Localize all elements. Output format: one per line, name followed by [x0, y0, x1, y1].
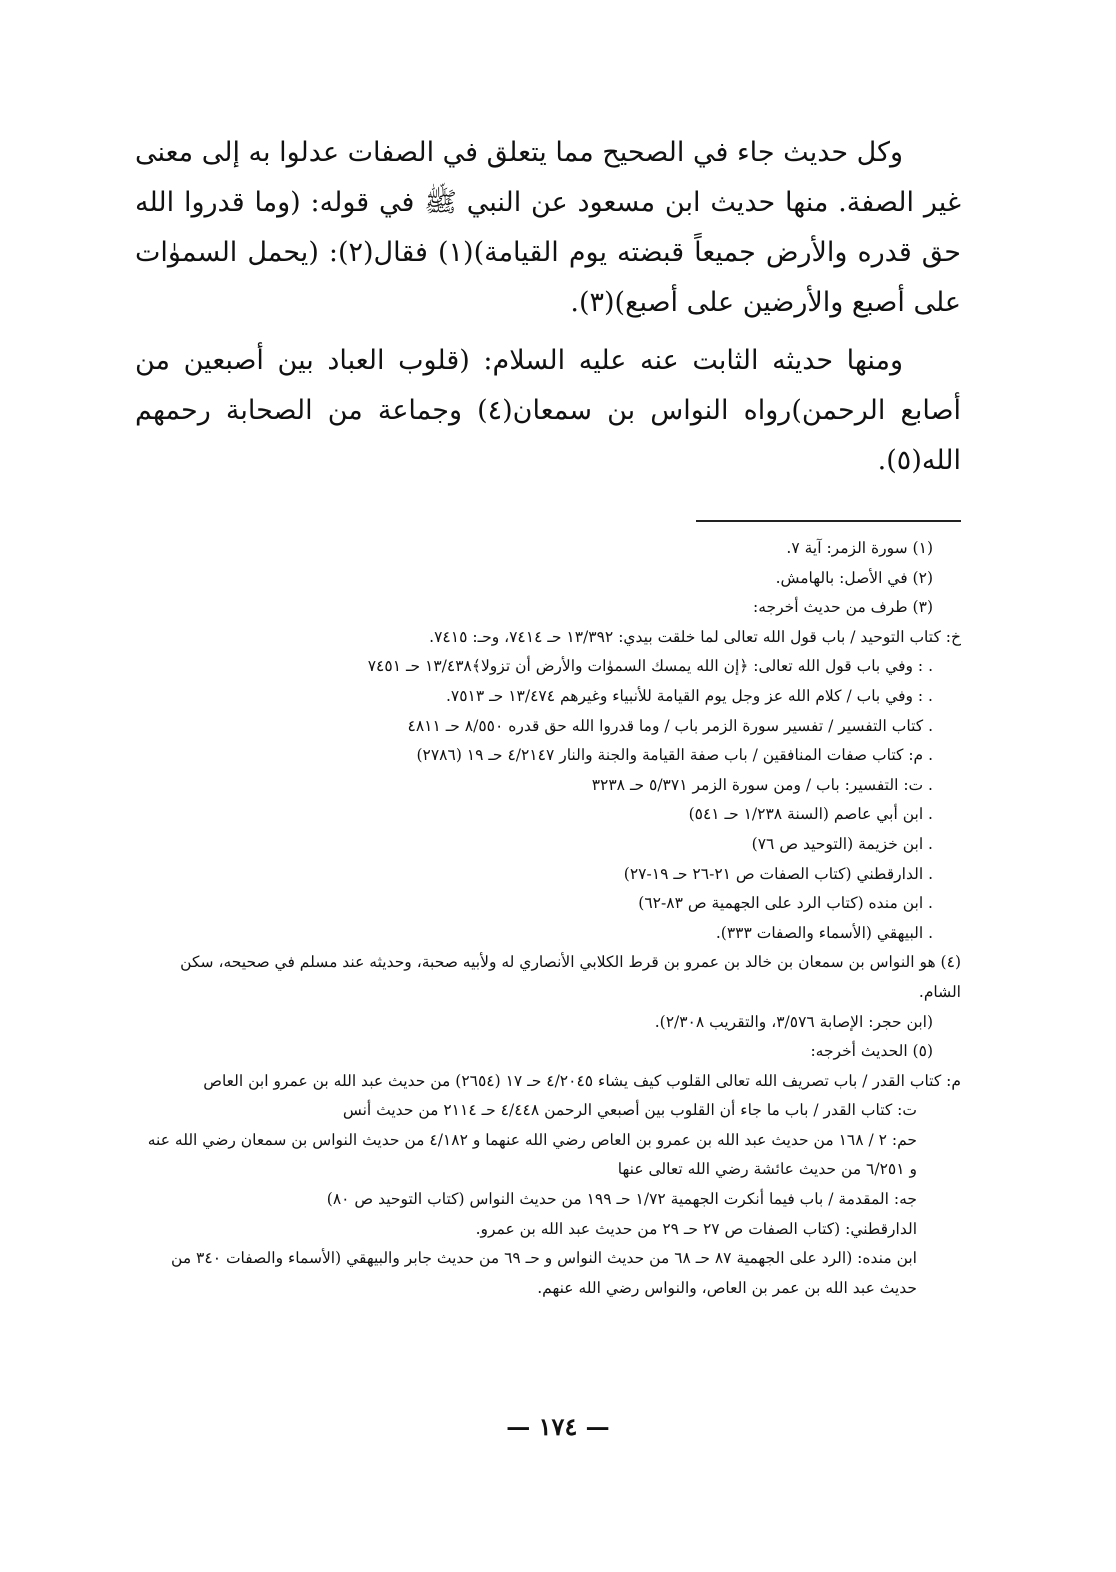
footnote-line: (٥) الحديث أخرجه: [810, 1042, 933, 1061]
footnote-line: . الدارقطني (كتاب الصفات ص ٢١-٢٦ حـ ١٩-٢٧) [623, 864, 933, 883]
footnote-line: (٢) في الأصل: بالهامش. [775, 568, 933, 587]
footnote-line: . م: كتاب صفات المنافقين / باب صفة القيامة والجنة والنار ٤/٢١٤٧ حـ ١٩ (٢٧٨٦) [416, 746, 933, 765]
main-paragraph-2: ومنها حديثه الثابت عنه عليه السلام: (قلوب العباد بين أصبعين من أصابع الرحمن)رواه النواس بن سمعان(٤) وجماعة من الصحابة رحمهم الله(٥). [135, 345, 961, 476]
page-number: — ١٧٤ — [506, 1412, 610, 1441]
footnote-line: . : وفي باب قول الله تعالى: ﴿إن الله يمسك السموٰات والأرض أن تزولا﴾١٣/٤٣٨ حـ ٧٤٥١ [367, 657, 933, 676]
footnote-line: الدارقطني: (كتاب الصفات ص ٢٧ حـ ٢٩ من حديث عبد الله بن عمرو. [475, 1219, 917, 1238]
footnote-line: . ت: التفسير: باب / ومن سورة الزمر ٥/٣٧١ حـ ٣٢٣٨ [591, 775, 933, 794]
footnote-line: حم: ٢ / ١٦٨ من حديث عبد الله بن عمرو بن العاص رضي الله عنهما و ٤/١٨٢ من حديث النواس بن سمعان رضي الله عنه و ٦/٢٥١ من حديث عائشة رضي الله تعالى عنها [147, 1130, 917, 1179]
footnotes [140, 534, 961, 1303]
footnote-line: ت: كتاب القدر / باب ما جاء أن القلوب بين أصبعي الرحمن ٤/٤٤٨ حـ ٢١١٤ من حديث أنس [342, 1101, 917, 1120]
footnote-line: (١) سورة الزمر: آية ٧. [786, 539, 933, 557]
footnote-line: . : وفي باب / كلام الله عز وجل يوم القيامة للأنبياء وغيرهم ١٣/٤٧٤ حـ ٧٥١٣. [445, 686, 933, 705]
footnote-line: (٤) هو النواس بن سمعان بن خالد بن عمرو بن قرط الكلابي الأنصاري له ولأبيه صحبة، وحديثه عند مسلم في صحيحه، سكن الشام. [180, 953, 961, 1001]
footnote-line: (ابن حجر: الإصابة ٣/٥٧٦، والتقريب ٢/٣٠٨). [654, 1012, 933, 1031]
footnote-line: . ابن أبي عاصم (السنة ١/٢٣٨ حـ ٥٤١) [688, 805, 933, 824]
footnote-line: . ابن منده (كتاب الرد على الجهمية ص ٨٣-٦٢) [638, 894, 933, 913]
footnote-separator [696, 520, 961, 522]
footnote-line: خ: كتاب التوحيد / باب قول الله تعالى لما خلقت بيدي: ١٣/٣٩٢ حـ ٧٤١٤، وحـ: ٧٤١٥. [429, 627, 961, 646]
footnote-line: . البيهقي (الأسماء والصفات ٣٣٣). [715, 923, 933, 942]
footnote-line: م: كتاب القدر / باب تصريف الله تعالى القلوب كيف يشاء ٤/٢٠٤٥ حـ ١٧ (٢٦٥٤) من حديث عبد الله بن عمرو ابن العاص [203, 1071, 961, 1090]
footnote-line: ابن منده: (الرد على الجهمية ٨٧ حـ ٦٨ من حديث النواس و حـ ٦٩ من حديث جابر والبيهقي (الأسماء والصفات ٣٤٠ من حديث عبد الله بن عمر بن العاص، والنواس رضي الله عنهم. [171, 1249, 917, 1297]
main-text [135, 128, 961, 494]
main-paragraph-1: وكل حديث جاء في الصحيح مما يتعلق في الصفات عدلوا به إلى معنى غير الصفة. منها حديث ابن مسعود عن النبي ﷺ في قوله: (وما قدروا الله حق قدره والأرض جميعاً قبضته يوم القيامة)(١) فقال(٢): (يحمل السموٰات على أصبع والأرضين على أصبع)(٣). [134, 137, 961, 318]
footnote-line: (٣) طرف من حديث أخرجه: [752, 598, 933, 617]
footnote-line: . ابن خزيمة (التوحيد ص ٧٦) [751, 834, 933, 853]
footnote-line: جه: المقدمة / باب فيما أنكرت الجهمية ١/٧٢ حـ ١٩٩ من حديث النواس (كتاب التوحيد ص ٨٠) [326, 1190, 917, 1209]
footnote-line: . كتاب التفسير / تفسير سورة الزمر باب / وما قدروا الله حق قدره ٨/٥٥٠ حـ ٤٨١١ [407, 716, 933, 735]
